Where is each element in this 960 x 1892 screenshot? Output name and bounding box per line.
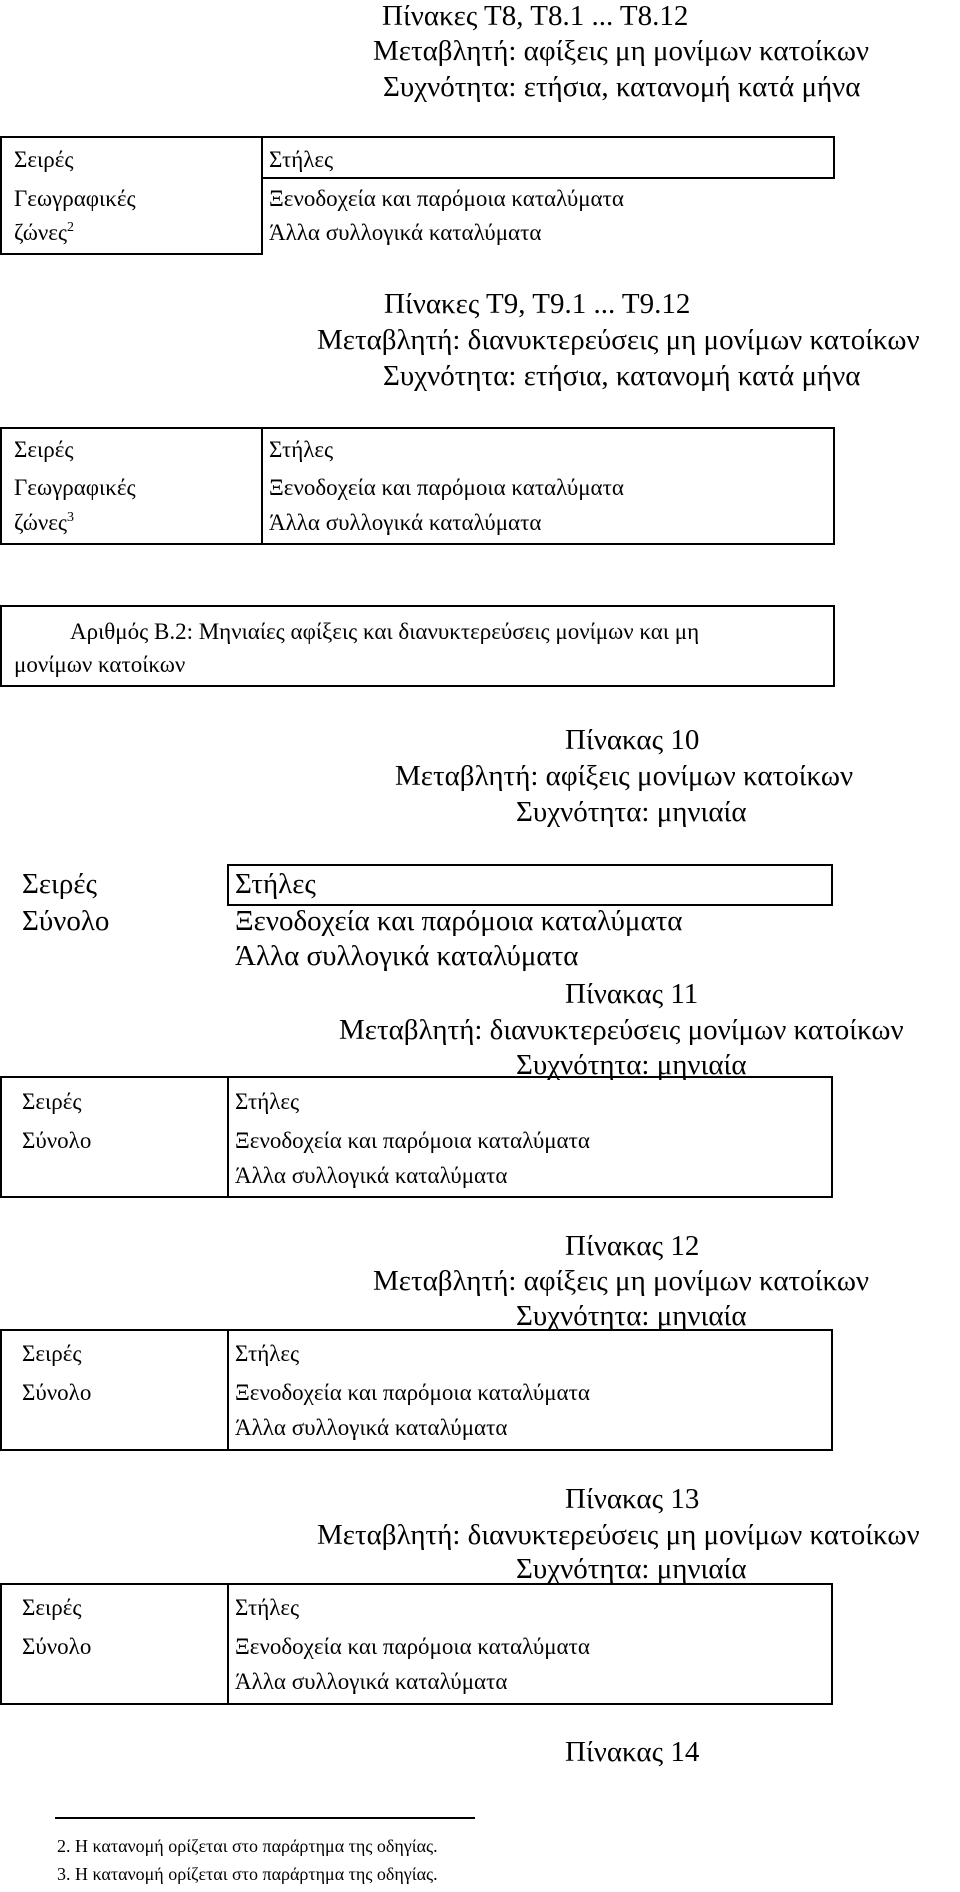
t10-series-header: Σειρές — [22, 868, 97, 900]
t9-series-label: Γεωγραφικές — [14, 475, 136, 500]
t10-col-other: Άλλα συλλογικά καταλύματα — [235, 940, 579, 972]
section-b2-heading-cont: μονίμων κατοίκων — [14, 652, 186, 677]
t11-series-header: Σειρές — [22, 1089, 82, 1114]
t12-col-hotels: Ξενοδοχεία και παρόμοια καταλύματα — [235, 1380, 590, 1405]
t11-columns-header: Στήλες — [235, 1089, 300, 1114]
footnote-separator — [55, 1817, 475, 1819]
footnote-ref-3: 3 — [67, 510, 74, 525]
t11-title: Πίνακας 11 — [565, 978, 699, 1010]
t11-series-value: Σύνολο — [22, 1128, 92, 1153]
t12-columns-header: Στήλες — [235, 1341, 300, 1366]
t8-series-header: Σειρές — [14, 147, 74, 172]
t8-series-label-2: ζώνες$^2$ — [14, 220, 74, 245]
section-b2-heading: Αριθμός Β.2: Μηνιαίες αφίξεις και διανυκτερεύσεις μονίμων και μη — [70, 619, 700, 644]
t9-series-header: Σειρές — [14, 437, 74, 462]
t11-frequency: Συχνότητα: μηνιαία — [516, 1049, 747, 1081]
t10-series-value: Σύνολο — [22, 905, 110, 937]
footnote-ref-2: 2 — [67, 220, 74, 235]
t10-columns-header: Στήλες — [235, 868, 316, 900]
t9-series-label-2: ζώνες$^3$ — [14, 510, 74, 535]
t9-col-other: Άλλα συλλογικά καταλύματα — [269, 510, 542, 535]
t10-variable: Μεταβλητή: αφίξεις μονίμων κατοίκων — [395, 760, 854, 792]
t12-series-value: Σύνολο — [22, 1380, 92, 1405]
t12-variable: Μεταβλητή: αφίξεις μη μονίμων κατοίκων — [373, 1265, 870, 1297]
t12-title: Πίνακας 12 — [565, 1230, 700, 1262]
t13-frequency: Συχνότητα: μηνιαία — [516, 1553, 747, 1585]
t10-title: Πίνακας 10 — [565, 724, 700, 756]
t9-variable: Μεταβλητή: διανυκτερεύσεις μη μονίμων κατοίκων — [317, 324, 920, 356]
footnote-2: 2. Η κατανομή ορίζεται στο παράρτημα της οδηγίας. — [57, 1836, 438, 1856]
t9-columns-header: Στήλες — [269, 437, 334, 462]
t14-title: Πίνακας 14 — [565, 1736, 700, 1768]
t8-col-hotels: Ξενοδοχεία και παρόμοια καταλύματα — [269, 186, 624, 211]
t10-columns-box — [227, 864, 833, 906]
t9-col-hotels: Ξενοδοχεία και παρόμοια καταλύματα — [269, 475, 624, 500]
t12-frequency: Συχνότητα: μηνιαία — [516, 1300, 747, 1332]
t9-frequency: Συχνότητα: ετήσια, κατανομή κατά μήνα — [383, 360, 861, 392]
t9-title: Πίνακες Τ9, Τ9.1 ... Τ9.12 — [384, 288, 691, 320]
t8-variable: Μεταβλητή: αφίξεις μη μονίμων κατοίκων — [373, 35, 870, 67]
t8-columns-header: Στήλες — [269, 147, 334, 172]
t13-col-hotels: Ξενοδοχεία και παρόμοια καταλύματα — [235, 1634, 590, 1659]
t13-col-other: Άλλα συλλογικά καταλύματα — [235, 1669, 508, 1694]
footnote-3: 3. Η κατανομή ορίζεται στο παράρτημα της οδηγίας. — [57, 1864, 438, 1884]
t8-columns-box — [261, 136, 835, 179]
t11-col-other: Άλλα συλλογικά καταλύματα — [235, 1163, 508, 1188]
t8-frequency: Συχνότητα: ετήσια, κατανομή κατά μήνα — [383, 71, 861, 103]
t8-series-label: Γεωγραφικές — [14, 186, 136, 211]
t13-title: Πίνακας 13 — [565, 1483, 700, 1515]
t12-series-header: Σειρές — [22, 1341, 82, 1366]
t10-frequency: Συχνότητα: μηνιαία — [516, 796, 747, 828]
t13-series-value: Σύνολο — [22, 1634, 92, 1659]
t8-title: Πίνακες Τ8, Τ8.1 ... Τ8.12 — [382, 0, 689, 32]
t13-columns-header: Στήλες — [235, 1595, 300, 1620]
t13-series-header: Σειρές — [22, 1595, 82, 1620]
t11-variable: Μεταβλητή: διανυκτερεύσεις μονίμων κατοίκων — [339, 1014, 904, 1046]
t12-col-other: Άλλα συλλογικά καταλύματα — [235, 1415, 508, 1440]
t13-variable: Μεταβλητή: διανυκτερεύσεις μη μονίμων κατοίκων — [317, 1519, 920, 1551]
t10-col-hotels: Ξενοδοχεία και παρόμοια καταλύματα — [235, 905, 683, 937]
t11-col-hotels: Ξενοδοχεία και παρόμοια καταλύματα — [235, 1128, 590, 1153]
t8-col-other: Άλλα συλλογικά καταλύματα — [269, 220, 542, 245]
